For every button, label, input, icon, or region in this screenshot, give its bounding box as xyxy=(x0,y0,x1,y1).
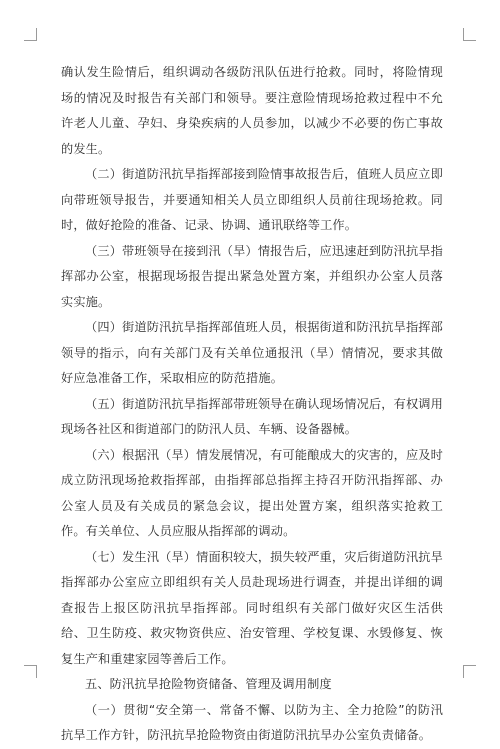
paragraph-item-3: （三）带班领导在接到汛（旱）情报告后，应迅速赶到防汛抗旱指挥部办公室，根据现场报告提出紧急处置方案，并组织办公室人员落实实施。 xyxy=(61,243,443,309)
paragraph-item-7: （七）发生汛（旱）情面积较大，损失较严重，灾后街道防汛抗旱指挥部办公室应立即组织有关人员赴现场进行调查，并提出详细的调查报告上报区防汛抗旱指挥部。同时组织有关部门做好灾区生活供给、卫生防疫、救灾物资供应、治安管理、学校复课、水毁修复、恢复生产和重建家园等善后工作。 xyxy=(61,549,443,666)
paragraph-continuation: 确认发生险情后，组织调动各级防汛队伍进行抢救。同时，将险情现场的情况及时报告有关部门和领导。要注意险情现场抢救过程中不允许老人儿童、孕妇、身染疾病的人员参加，以减少不必要的伤亡事故的发生。 xyxy=(61,65,443,156)
section-heading-5: 五、防汛抗旱抢险物资储备、管理及调用制度 xyxy=(85,677,332,691)
crop-mark-bottom-right xyxy=(463,665,476,678)
crop-mark-top-right xyxy=(463,28,476,41)
document-page xyxy=(61,60,443,749)
crop-mark-bottom-left xyxy=(24,665,37,678)
crop-mark-top-left xyxy=(24,28,37,41)
paragraph-section5-item-1: （一）贯彻“安全第一、常备不懈、以防为主、全力抢险”的防汛抗旱工作方针，防汛抗旱抢险物资由街道防汛抗旱办公室负责储备。 xyxy=(61,702,443,742)
paragraph-item-4: （四）街道防汛抗旱指挥部值班人员，根据街道和防汛抗旱指挥部领导的指示，向有关部门及有关单位通报汛（旱）情情况，要求其做好应急准备工作，采取相应的防范措施。 xyxy=(61,320,443,385)
paragraph-item-5: （五）街道防汛抗旱指挥部带班领导在确认现场情况后，有权调用现场各社区和街道部门的防汛人员、车辆、设备器械。 xyxy=(61,396,443,436)
paragraph-item-6: （六）根据汛（旱）情发展情况，有可能酿成大的灾害的，应及时成立防汛现场抢救指挥部，由指挥部总指挥主持召开防汛指挥部、办公室人员及有关成员的紧急会议，提出处置方案，组织落实抢救工作。有关单位、人员应服从指挥部的调动。 xyxy=(61,447,443,538)
paragraph-item-2: （二）街道防汛抗旱指挥部接到险情事故报告后，值班人员应立即向带班领导报告，并要通知相关人员立即组织人员前往现场抢救。同时，做好抢险的准备、记录、协调、通讯联络等工作。 xyxy=(61,167,443,232)
